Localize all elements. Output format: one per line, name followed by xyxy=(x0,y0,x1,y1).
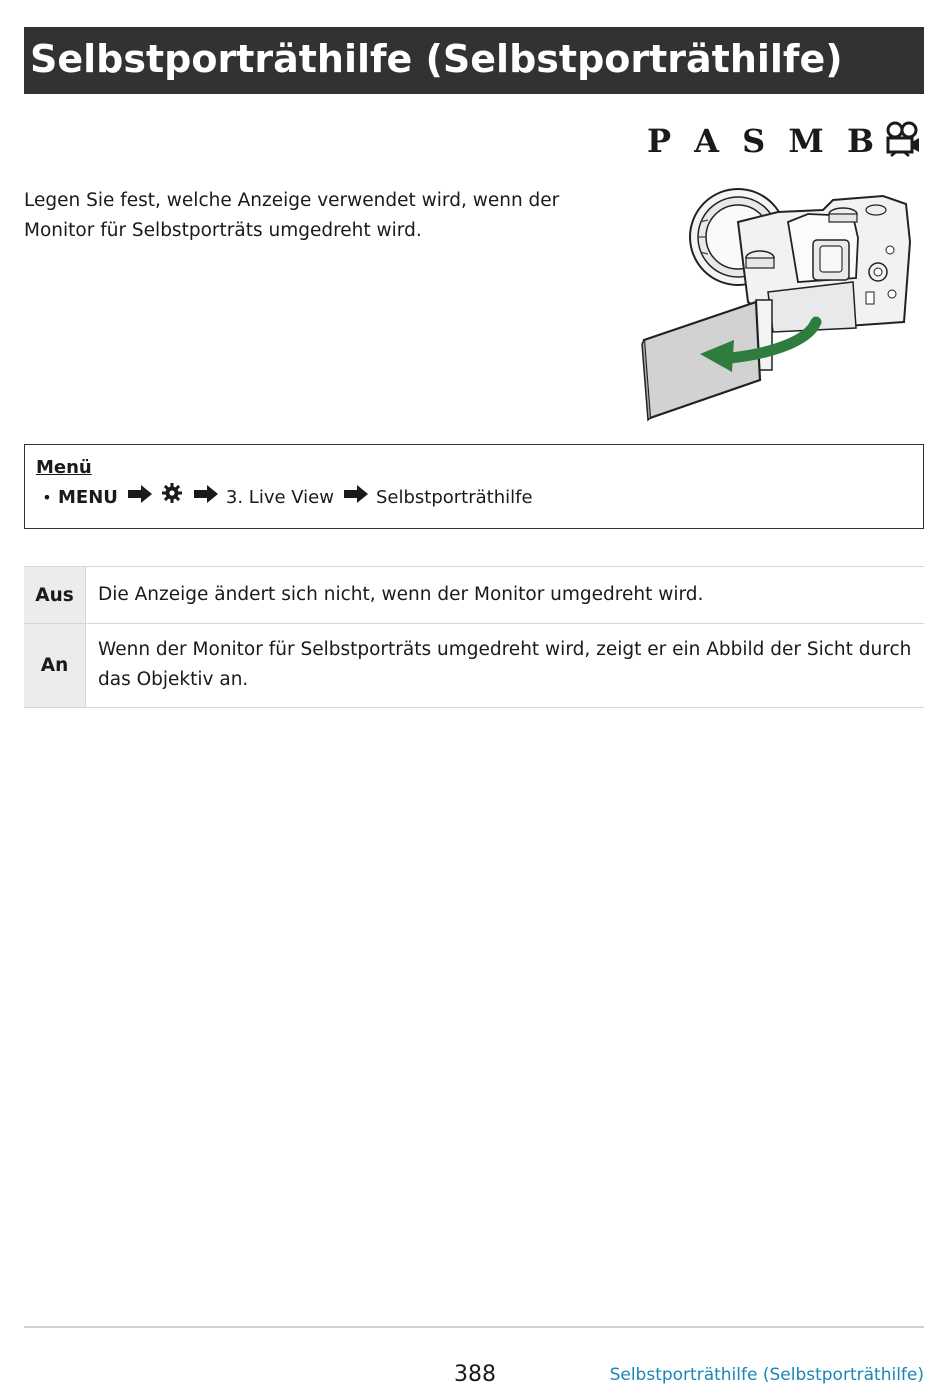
menu-path-item: 3. Live View xyxy=(225,487,334,508)
option-description: Die Anzeige ändert sich nicht, wenn der Monitor umgedreht wird. xyxy=(86,567,925,624)
menu-path xyxy=(36,483,912,513)
options-table xyxy=(24,566,924,708)
intro-text: Legen Sie fest, welche Anzeige verwendet wird, wenn der Monitor für Selbstporträts umgedreht wird. xyxy=(24,190,560,241)
gear-icon xyxy=(162,483,182,513)
menu-title: Menü xyxy=(36,457,92,478)
option-name: An xyxy=(24,624,86,708)
camera-monitor-flip-illustration xyxy=(638,182,918,426)
page-number: 388 xyxy=(454,1362,496,1387)
table-row xyxy=(24,624,924,708)
option-description: Wenn der Monitor für Selbstporträts umgedreht wird, zeigt er ein Abbild der Sicht durch das Objektiv an. xyxy=(86,624,925,708)
arrow-right-icon xyxy=(344,483,368,513)
movie-icon xyxy=(882,121,922,161)
arrow-right-icon xyxy=(194,483,218,513)
title-bar xyxy=(24,27,924,94)
arrow-right-icon xyxy=(128,483,152,513)
shooting-modes xyxy=(647,122,922,160)
menu-key: MENU xyxy=(58,487,118,508)
table-row xyxy=(24,567,924,624)
option-name: Aus xyxy=(24,567,86,624)
page-title: Selbstporträthilfe (Selbstporträthilfe) xyxy=(30,37,843,81)
menu-path-target: Selbstporträthilfe xyxy=(375,487,533,508)
footer-divider xyxy=(24,1326,924,1328)
bullet: • xyxy=(42,488,52,507)
mode-letters: P A S M B xyxy=(646,122,880,160)
menu-box xyxy=(24,444,924,529)
footer-section-link[interactable]: Selbstporträthilfe (Selbstporträthilfe) xyxy=(609,1365,924,1385)
